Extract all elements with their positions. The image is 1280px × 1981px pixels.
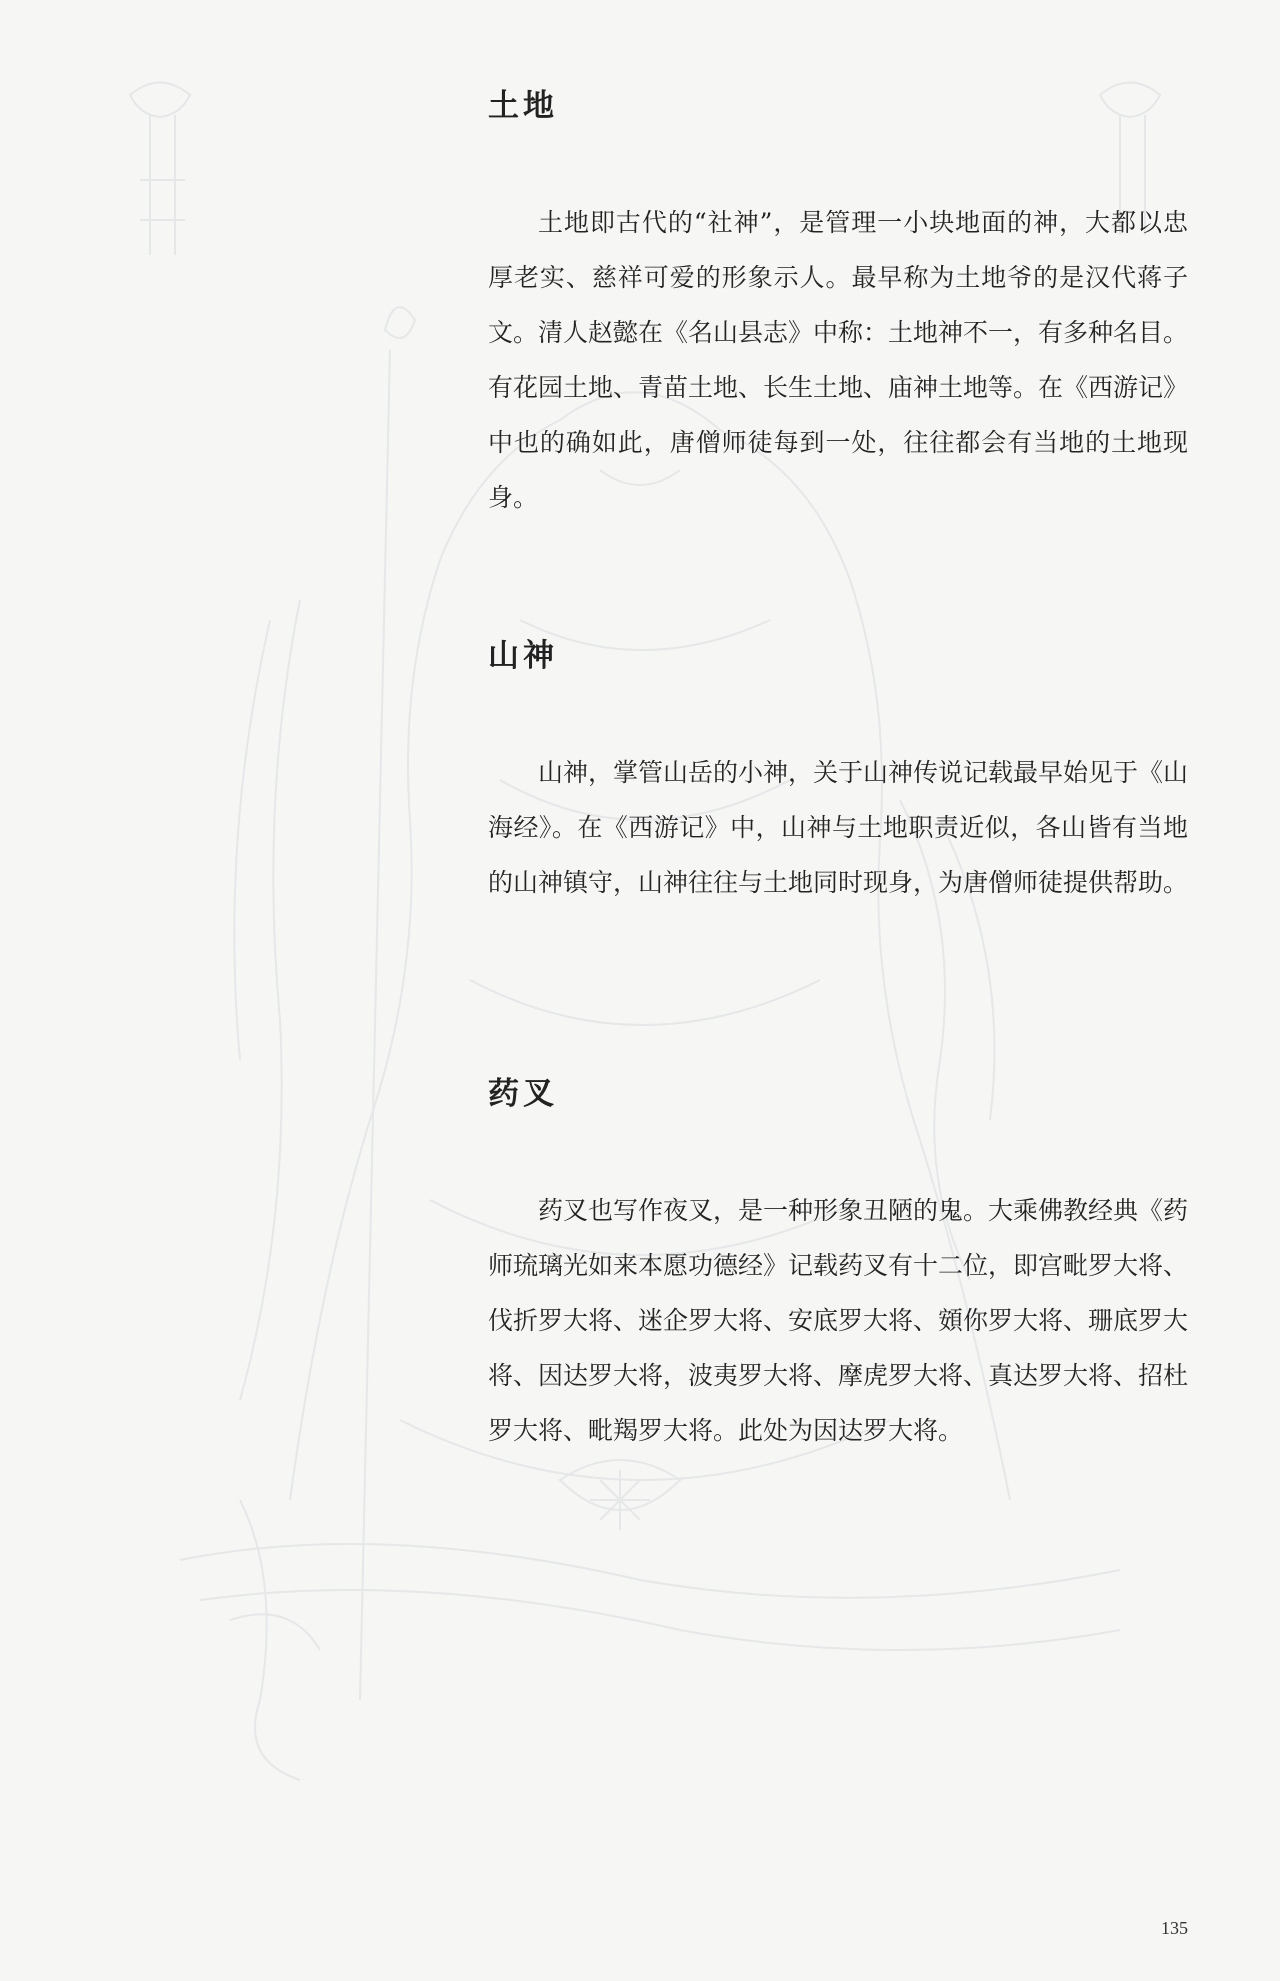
section-title: 药叉 <box>488 1076 558 1112</box>
section-yaocha <box>488 1068 1188 1458</box>
section-tudi <box>488 80 1188 525</box>
section-shanshen <box>488 630 1188 910</box>
section-body: 药叉也写作夜叉，是一种形象丑陋的鬼。大乘佛教经典《药师琉璃光如来本愿功德经》记载药叉有十二位，即宫毗罗大将、伐折罗大将、迷企罗大将、安底罗大将、頞你罗大将、珊底罗大将、因达罗大将，波夷罗大将、摩虎罗大将、真达罗大将、招杜罗大将、毗羯罗大将。此处为因达罗大将。 <box>488 1196 1189 1445</box>
section-title: 山神 <box>488 638 558 674</box>
section-body: 山神，掌管山岳的小神，关于山神传说记载最早始见于《山海经》。在《西游记》中，山神与土地职责近似，各山皆有当地的山神镇守，山神往往与土地同时现身，为唐僧师徒提供帮助。 <box>488 758 1189 897</box>
page-number: 135 <box>1161 1918 1188 1938</box>
section-body: 土地即古代的“社神”，是管理一小块地面的神，大都以忠厚老实、慈祥可爱的形象示人。最早称为土地爷的是汉代蒋子文。清人赵懿在《名山县志》中称：土地神不一，有多种名目。有花园土地、青苗土地、长生土地、庙神土地等。在《西游记》中也的确如此，唐僧师徒每到一处，往往都会有当地的土地现身。 <box>488 208 1189 512</box>
section-title: 土地 <box>488 88 558 124</box>
